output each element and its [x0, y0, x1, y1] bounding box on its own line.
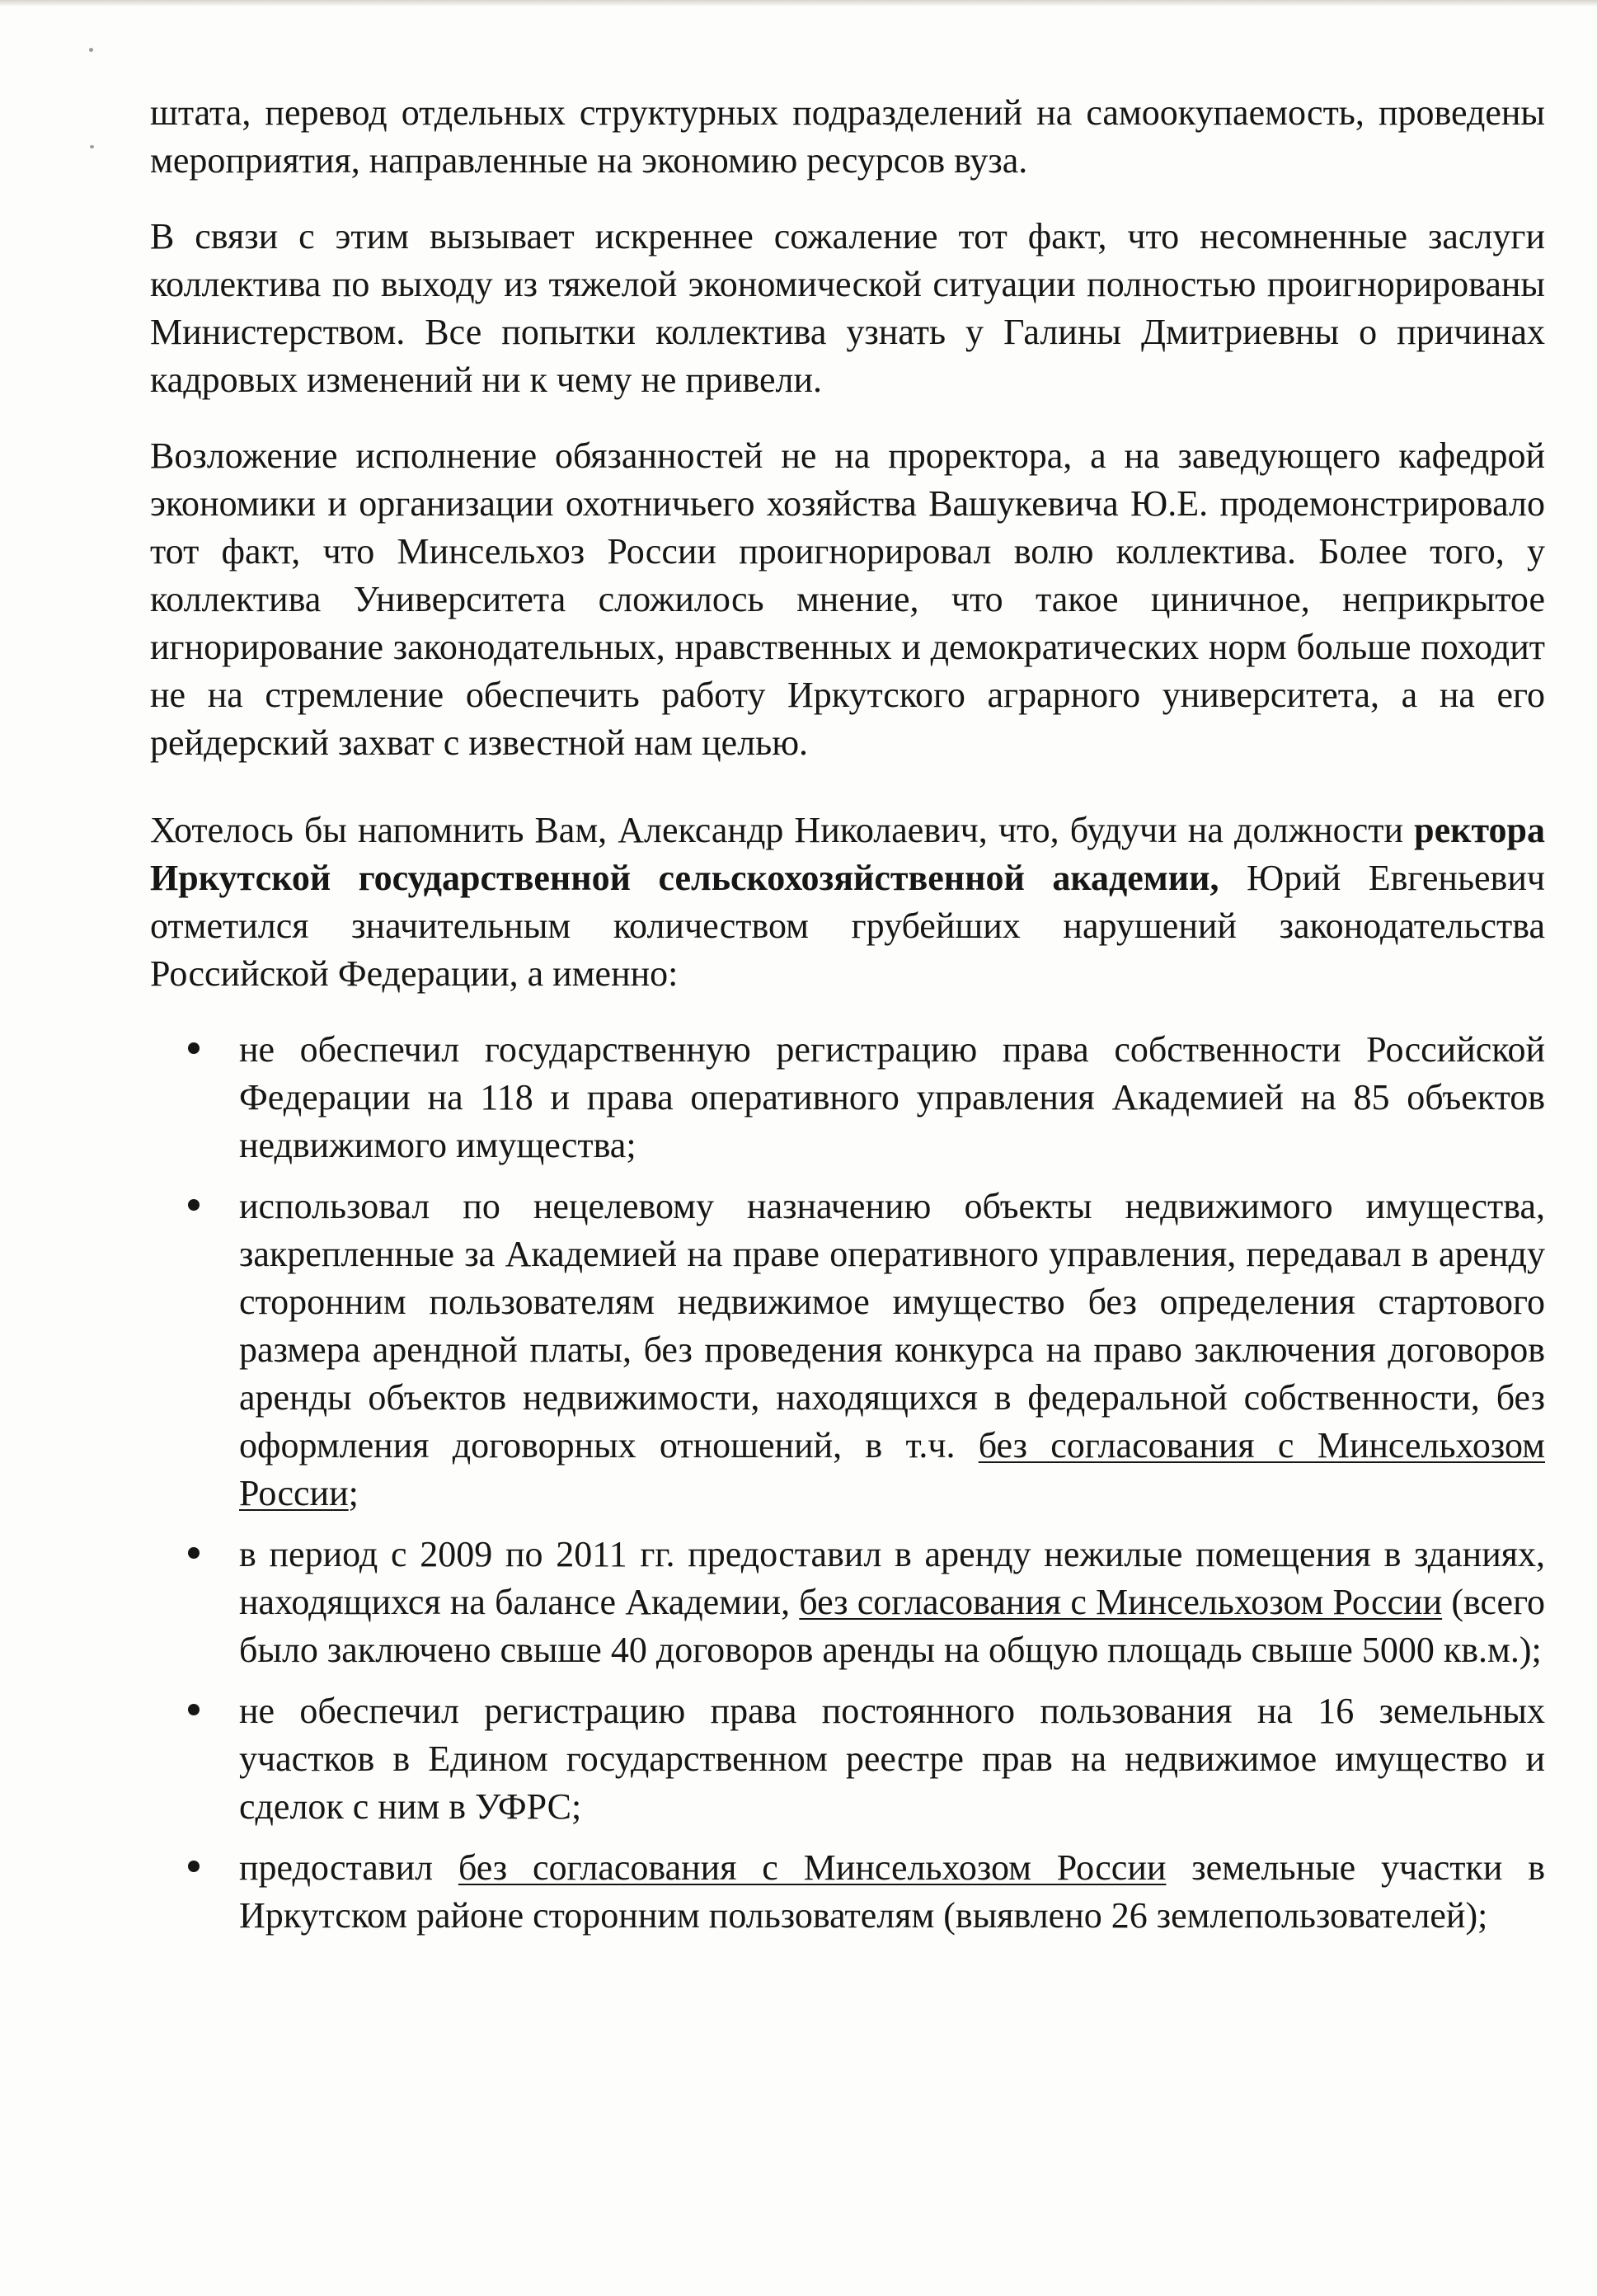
- list-item: [150, 1531, 1545, 1674]
- list-item-text: в период с 2009 по 2011 гг. предоставил в аренду нежилые помещения в зданиях, находящихся на балансе Академии,: [239, 1534, 1545, 1622]
- underlined-text: без согласования с Минсельхозом России: [458, 1847, 1167, 1888]
- document-body: [150, 89, 1545, 1953]
- scan-speck: [90, 145, 94, 148]
- list-item-text-end: (всего было заключено свыше 40 договоров аренды на общую площадь свыше 5000 кв.м.);: [239, 1582, 1546, 1670]
- list-item-text: не обеспечил государственную регистрацию права собственности Российской Федерации на 118 и права оперативного управления Академией на 85 объектов недвижимого имущества;: [239, 1029, 1545, 1165]
- list-item-text-end: земельные участки в Иркутском районе сторонним пользователям (выявлено 26 землепользователей);: [239, 1847, 1546, 1936]
- list-item: [150, 1844, 1545, 1940]
- underlined-text: без согласования с Минсельхозом России: [239, 1425, 1545, 1513]
- paragraph-2: В связи с этим вызывает искреннее сожаление тот факт, что несомненные заслуги коллектива по выходу из тяжелой экономической ситуации полностью проигнорированы Министерством. Все попытки коллектива узнать у Галины Дмитриевны о причинах кадровых изменений ни к чему не привели.: [150, 216, 1545, 400]
- paragraph-3: Возложение исполнение обязанностей не на проректора, а на заведующего кафедрой экономики и организации охотничьего хозяйства Вашукевича Ю.Е. продемонстрировало тот факт, что Минсельхоз России проигнорировал волю коллектива. Более того, у коллектива Университета сложилось мнение, что такое циничное, неприкрытое игнорирование законодательных, нравственных и демократических норм больше походит не на стремление обеспечить работу Иркутского аграрного университета, а на его рейдерский захват с известной нам целью.: [150, 435, 1545, 763]
- bullet-icon: [188, 1704, 200, 1715]
- violations-list: [150, 1026, 1545, 1940]
- scan-speck: [89, 48, 93, 52]
- paragraph-1: штата, перевод отдельных структурных подразделений на самоокупаемость, проведены мероприятия, направленные на экономию ресурсов вуза.: [150, 92, 1545, 181]
- list-item-text: использовал по нецелевому назначению объекты недвижимого имущества, закрепленные за Академией на праве оперативного управления, передавал в аренду сторонним пользователям недвижимое имущество без определения стартового размера арендной платы, без проведения конкурса на право заключения договоров аренды объектов недвижимости, находящихся в федеральной собственности, без оформления договорных отношений, в т.ч.: [239, 1186, 1545, 1466]
- list-item: [150, 1026, 1545, 1169]
- bullet-icon: [188, 1547, 200, 1559]
- paragraph-4-start: Хотелось бы напомнить Вам, Александр Николаевич, что, будучи на должности: [150, 810, 1404, 850]
- underlined-text: без согласования с Минсельхозом России: [799, 1582, 1443, 1622]
- list-item-text: не обеспечил регистрацию права постоянного пользования на 16 земельных участков в Едином государственном реестре прав на недвижимое имущество и сделок с ним в УФРС;: [239, 1691, 1545, 1827]
- paragraph-4: [150, 807, 1545, 998]
- bullet-icon: [188, 1042, 200, 1054]
- bullet-icon: [188, 1861, 200, 1872]
- paragraph-4-bold: ректора Иркутской государственной сельскохозяйственной академии,: [150, 810, 1546, 898]
- list-item: [150, 1183, 1545, 1517]
- list-item-text-end: ;: [348, 1473, 359, 1513]
- bullet-icon: [188, 1199, 200, 1211]
- scan-top-edge: [0, 0, 1597, 7]
- paragraph-4-end: Юрий Евгеньевич отметился значительным количеством грубейших нарушений законодательства Российской Федерации, а именно:: [150, 858, 1546, 994]
- list-item-text: предоставил: [239, 1847, 434, 1888]
- list-item: [150, 1687, 1545, 1831]
